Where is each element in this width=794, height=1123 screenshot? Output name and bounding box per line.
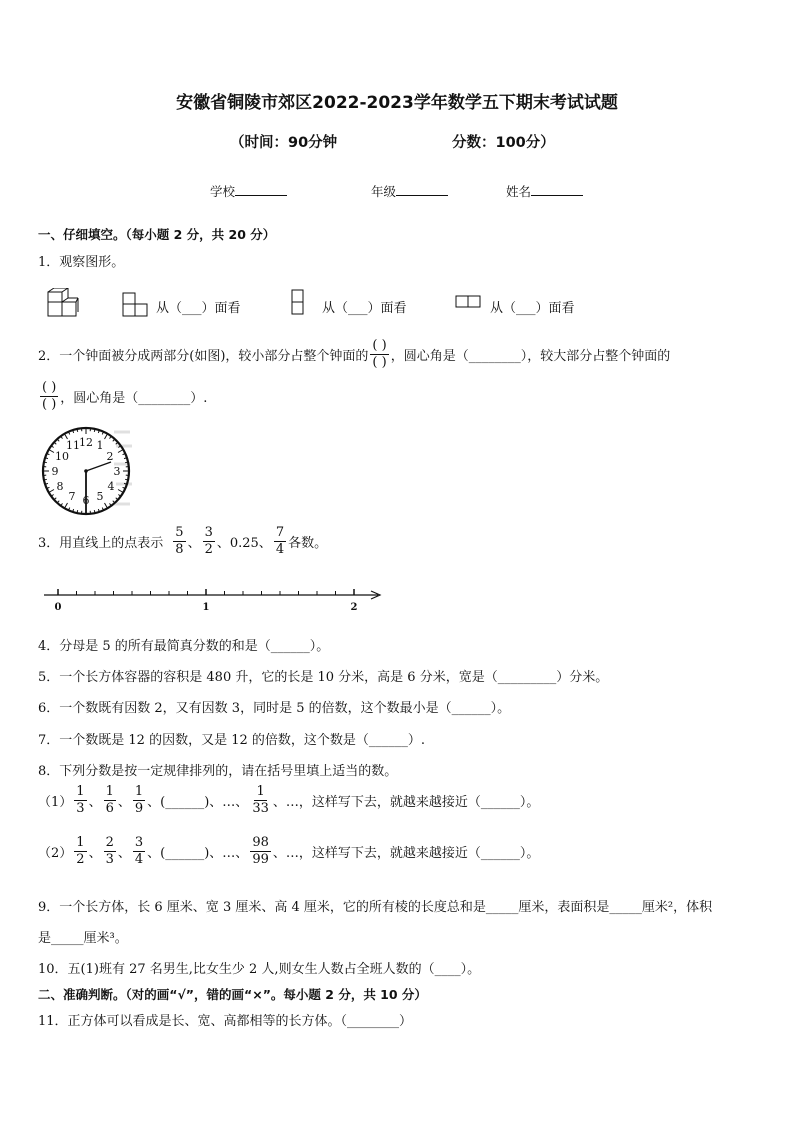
clock-number-7: 7 (68, 490, 76, 503)
fraction: $\frac{3}{4}$ (134, 835, 144, 867)
grade-label: 年级 (371, 184, 397, 199)
clock-tick (125, 462, 128, 463)
clock-tick (49, 490, 54, 493)
clock-tick (61, 436, 63, 438)
separator: 、(______)、…、 (147, 795, 249, 810)
question-2-mid: ，圆心角是（________），较大部分占整个钟面的 (390, 349, 671, 364)
fraction: $\frac{1}{9}$ (134, 784, 144, 816)
clock-number-10: 10 (55, 450, 69, 463)
question-1: 1．观察图形。 (38, 255, 125, 270)
separator: 、 (88, 795, 102, 810)
clock-tick (110, 503, 112, 505)
question-11: 11．正方体可以看成是长、宽、高都相等的长方体。（________） (38, 1014, 413, 1029)
fraction: $\frac{98}{99}$ (252, 835, 269, 867)
name-blank[interactable] (531, 183, 583, 196)
clock-figure (36, 424, 136, 520)
section-2-heading: 二、准确判断。（对的画“√”，错的画“×”。每小题 2 分，共 10 分） (38, 987, 427, 1002)
fraction: $\frac{1}{2}$ (76, 835, 85, 867)
axis-label-1: 1 (202, 602, 210, 613)
question-9-line-2: 是_____厘米³。 (38, 931, 128, 946)
clock-number-4: 4 (107, 480, 115, 493)
clock-tick (44, 462, 47, 463)
fraction: $\frac{3}{2}$ (204, 525, 213, 557)
separator: 、(______)、…、 (147, 846, 249, 861)
exam-time: （时间：90分钟 (230, 135, 338, 151)
clock-tick (118, 495, 120, 497)
separator: 、 (117, 846, 131, 861)
question-2-line-2 (38, 380, 207, 413)
separator: 、 (88, 846, 102, 861)
fraction-blank[interactable]: $\frac{( )}{( )}$ (42, 380, 57, 412)
view-label-2: 从（___）面看 (322, 301, 407, 316)
cube-stack-figure (46, 288, 80, 320)
view-label-1: 从（___）面看 (156, 301, 241, 316)
clock-number-9: 9 (51, 465, 59, 478)
question-8-part-2-end: 、…，这样写下去，就越来越接近（______）。 (272, 846, 540, 861)
clock-tick (94, 510, 95, 513)
question-2-line-1 (38, 338, 670, 371)
view-top-figure (455, 294, 483, 310)
name-field[interactable] (506, 182, 583, 200)
clock-tick (51, 446, 53, 448)
fraction-blank[interactable]: $\frac{( )}{( )}$ (372, 338, 387, 370)
clock-tick (49, 450, 54, 453)
clock-tick (105, 434, 108, 439)
question-6: 6．一个数既有因数 2，又有因数 3，同时是 5 的倍数，这个数最小是（______）。 (38, 701, 511, 716)
part-label: （1） (38, 795, 73, 810)
clock-tick (94, 429, 95, 432)
view-label-3: 从（___）面看 (490, 301, 575, 316)
school-blank[interactable] (235, 183, 287, 196)
fraction: $\frac{5}{8}$ (175, 525, 184, 557)
clock-number-12: 12 (79, 436, 93, 449)
question-5: 5．一个长方体容器的容积是 480 升，它的长是 10 分米，高是 6 分米，宽是（_________）分米。 (38, 670, 609, 685)
question-8-part-1-end: 、…，这样写下去，就越来越接近（______）。 (272, 795, 540, 810)
clock-number-3: 3 (113, 465, 121, 478)
question-10: 10．五(1)班有 27 名男生,比女生少 2 人,则女生人数占全班人数的（____）。 (38, 962, 481, 977)
clock-tick (118, 450, 123, 453)
clock-tick (77, 429, 78, 432)
clock-number-8: 8 (56, 480, 64, 493)
clock-number-11: 11 (66, 439, 80, 452)
clock-number-5: 5 (96, 490, 104, 503)
clock-tick (44, 479, 47, 480)
question-8: 8．下列分数是按一定规律排列的，请在括号里填上适当的数。 (38, 764, 398, 779)
school-field[interactable] (210, 182, 287, 200)
clock-tick (125, 479, 128, 480)
question-7: 7．一个数既是 12 的因数，又是 12 的倍数，这个数是（______）. (38, 733, 426, 748)
fraction: $\frac{2}{3}$ (105, 835, 114, 867)
part-label: （2） (38, 846, 73, 861)
question-8-part-1 (38, 784, 539, 817)
clock-tick (110, 436, 112, 438)
clock-tick (77, 510, 78, 513)
grade-blank[interactable] (396, 183, 448, 196)
question-4: 4．分母是 5 的所有最简真分数的和是（______）。 (38, 639, 330, 654)
name-label: 姓名 (506, 184, 532, 199)
question-9-line-1: 9．一个长方体，长 6 厘米、宽 3 厘米、高 4 厘米，它的所有棱的长度总和是_____厘米，表面积是_____厘米²，体积 (38, 900, 713, 915)
fraction: $\frac{1}{6}$ (105, 784, 114, 816)
axis-label-0: 0 (54, 602, 62, 613)
separator: 、 (187, 536, 201, 551)
number-line (40, 585, 385, 615)
view-side-figure (290, 289, 306, 317)
clock-tick (105, 503, 108, 508)
view-front-figure (122, 292, 150, 318)
clock-tick (51, 495, 53, 497)
fraction: $\frac{1}{3}$ (76, 784, 85, 816)
clock-tick (61, 503, 63, 505)
clock-number-6: 6 (82, 494, 90, 507)
question-8-part-2 (38, 835, 539, 868)
fraction: $\frac{7}{4}$ (275, 525, 285, 557)
section-1-heading: 一、仔细填空。（每小题 2 分，共 20 分） (38, 227, 276, 242)
exam-score: 分数：100分） (452, 135, 555, 151)
question-3-prefix: 3．用直线上的点表示 (38, 536, 164, 551)
question-2-prefix: 2．一个钟面被分成两部分(如图)，较小部分占整个钟面的 (38, 349, 369, 364)
question-3-suffix: 各数。 (288, 536, 328, 551)
question-2-end: ，圆心角是（________）. (60, 391, 208, 406)
school-label: 学校 (210, 184, 236, 199)
separator: 、 (117, 795, 131, 810)
grade-field[interactable] (371, 182, 448, 200)
clock-number-1: 1 (96, 439, 104, 452)
clock-tick (65, 503, 68, 508)
page-title: 安徽省铜陵市郊区2022-2023学年数学五下期末考试试题 (176, 93, 618, 113)
clock-number-2: 2 (106, 450, 114, 463)
question-3 (38, 525, 327, 558)
clock-tick (118, 490, 123, 493)
separator: 、0.25、 (216, 536, 272, 551)
fraction: $\frac{1}{33}$ (252, 784, 269, 816)
axis-label-2: 2 (350, 602, 358, 613)
